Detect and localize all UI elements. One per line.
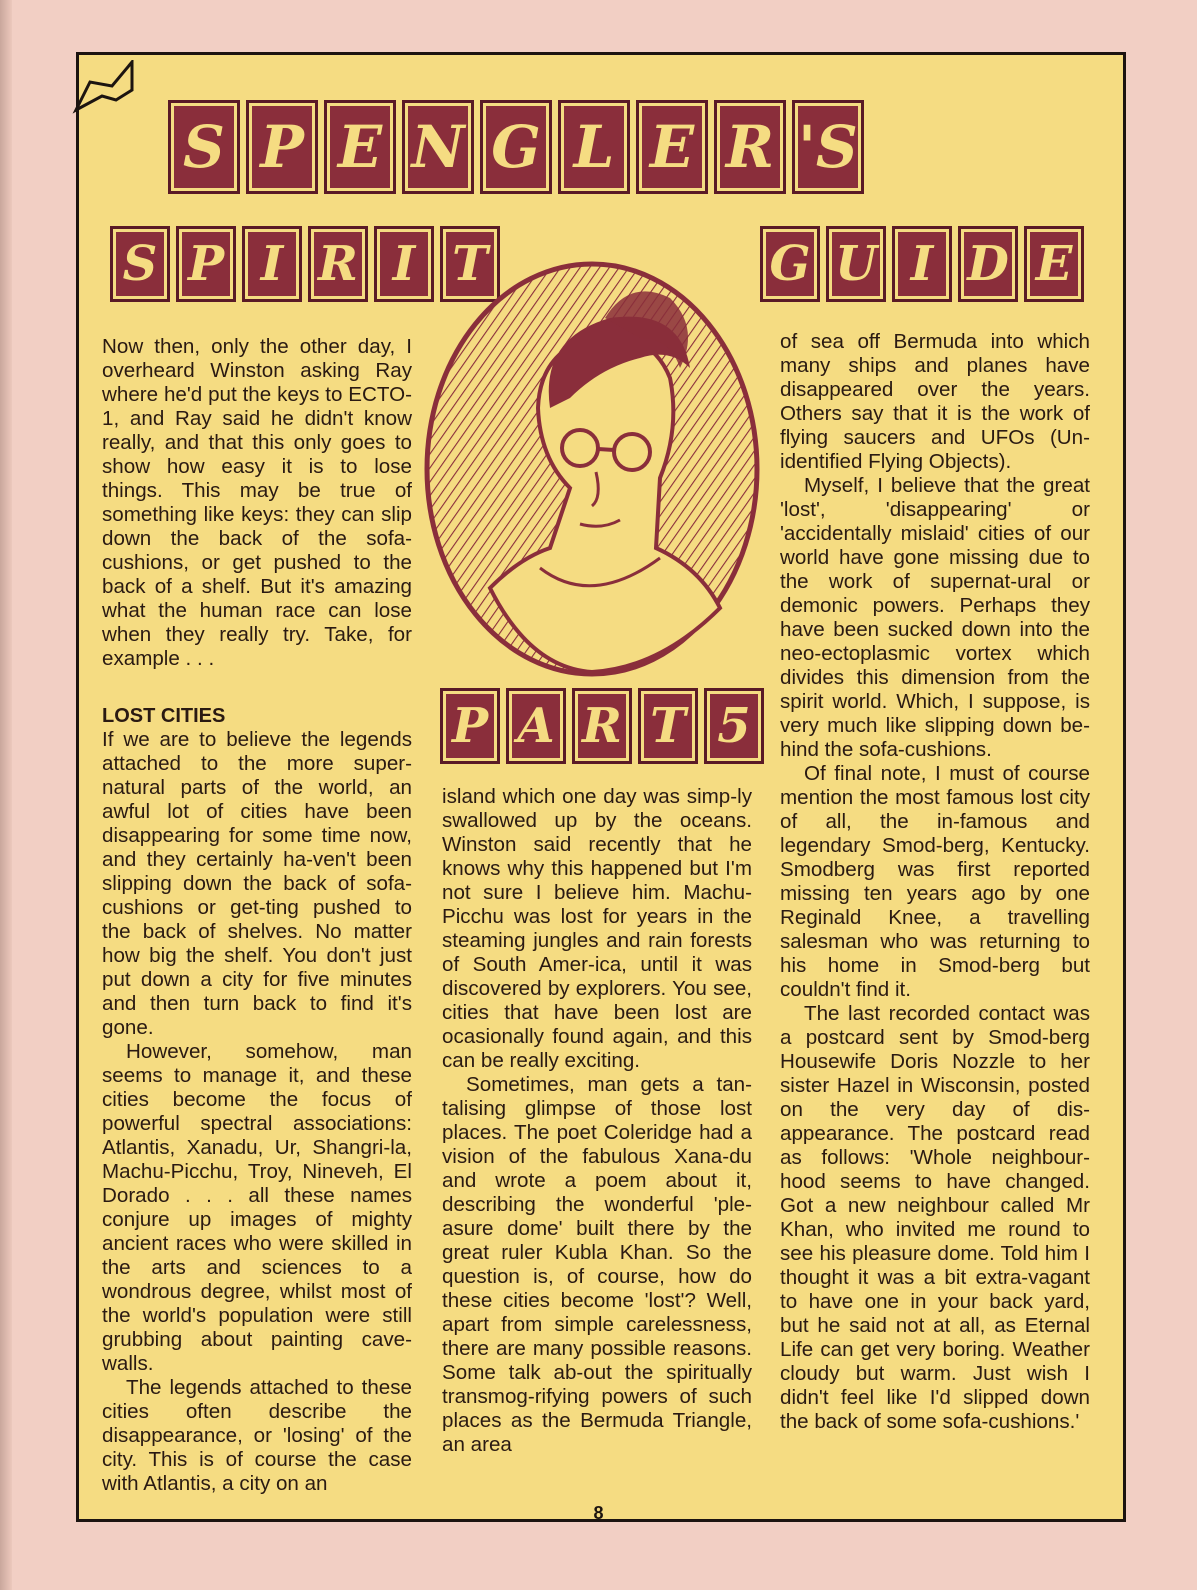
title-letter-tile: P [176,226,236,302]
title-guide [760,226,1084,302]
page-edge [0,0,12,1590]
paragraph: Sometimes, man gets a tan-talising glimpse of those lost places. The poet Coleridge had a vision of the fabulous Xana-du and wrote a poem about it, describing the wonderful 'ple-asure dome' built there by the great ruler Kubla Khan. So the question is, of course, how do these cities become 'lost'? Well, apart from simple carelessness, there are many possible reasons. Some talk ab-out the spiritually transmog-rifying powers of such places as the Bermuda Triangle, an area [442,1073,752,1456]
title-part-5 [440,688,764,764]
column-2 [442,785,752,1457]
torn-corner [72,60,136,118]
page-number: 8 [593,1503,604,1523]
title-letter-tile: N [402,100,474,194]
title-letter-tile: E [324,100,396,194]
title-letter-tile: D [958,226,1018,302]
title-letter-tile: G [760,226,820,302]
title-letter-tile: R [714,100,786,194]
title-letter-tile: G [480,100,552,194]
title-spenglers [168,100,864,194]
column-1-intro [102,335,412,671]
paragraph: However, somehow, man seems to manage it, and these cities become the focus of powerful spectral associations: Atlantis, Xanadu, Ur, Shangri-la, Machu-Picchu, Troy, Nineveh, El Dorado . . . all these names conjure up images of mighty ancient races who were skilled in the arts and sciences to a wondrous degree, whilst most of the world's population were still grubbing about painting cave-walls. [102,1040,412,1375]
paragraph: If we are to believe the legends attached to the more super-natural parts of the world, an awful lot of cities have been disappearing for some time now, and they certainly ha-ven't been slipping down the back of sofa-cushions or get-ting pushed to the back of shelves. No matter how big the shelf. You don't just put down a city for five minutes and then turn back to find it's gone. [102,728,412,1039]
column-1-body [102,690,412,1496]
section-heading-lost-cities: LOST CITIES [102,705,226,727]
title-letter-tile: E [636,100,708,194]
intro-paragraph: Now then, only the other day, I overheard Winston asking Ray where he'd put the keys to ECTO-1, and Ray said he didn't know really, and that this only goes to show how easy it is to lose things. This may be true of something like keys: they can slip down the back of the sofa-cushions, or get pushed to the back of a shelf. But it's amazing what the human race can lose when they really try. Take, for example . . . [102,335,412,670]
title-letter-tile: L [558,100,630,194]
title-letter-tile: P [246,100,318,194]
title-letter-tile: R [572,688,632,764]
paragraph: Myself, I believe that the great 'lost', 'disappearing' or 'accidentally mislaid' cities of our world have gone missing due to the work of supernat-ural or demonic powers. Perhaps they have been sucked down into the neo-ectoplasmic vortex which divides this dimension from the spirit world. Which, I suppose, is very much like slipping down be-hind the sofa-cushions. [780,474,1090,761]
title-letter-tile: T [440,226,500,302]
title-letter-tile: P [440,688,500,764]
paragraph: of sea off Bermuda into which many ships and planes have disappeared over the years. Others say that it is the work of flying saucers and UFOs (Un-identified Flying Objects). [780,330,1090,473]
title-letter-tile: E [1024,226,1084,302]
title-letter-tile: S [168,100,240,194]
title-letter-tile: A [506,688,566,764]
title-letter-tile: S [110,226,170,302]
title-letter-tile: I [892,226,952,302]
column-3 [780,330,1090,1434]
paragraph: Of final note, I must of course mention the most famous lost city of all, the in-famous and legendary Smod-berg, Kentucky. Smodberg was first reported missing ten years ago by one Reginald Knee, a travelling salesman who was returning to his home in Smod-berg but couldn't find it. [780,762,1090,1001]
title-letter-tile: 5 [704,688,764,764]
title-letter-tile: 'S [792,100,864,194]
title-letter-tile: U [826,226,886,302]
title-letter-tile: T [638,688,698,764]
paragraph: island which one day was simp-ly swallowed up by the oceans. Winston said recently that he knows why this happened but I'm not sure I believe him. Machu-Picchu was lost for years in the steaming jungles and rain forests of South Amer-ica, until it was discovered by explorers. You see, cities that have been lost are ocasionally found again, and this can be really exciting. [442,785,752,1072]
title-letter-tile: R [308,226,368,302]
title-letter-tile: I [374,226,434,302]
paragraph: The legends attached to these cities often describe the disappearance, or 'losing' of the city. This is of course the case with Atlantis, a city on an [102,1376,412,1495]
title-letter-tile: I [242,226,302,302]
spengler-portrait-illustration [420,258,765,680]
paragraph: The last recorded contact was a postcard sent by Smod-berg Housewife Doris Nozzle to her sister Hazel in Wisconsin, posted on the very day of dis-appearance. The postcard read as follows: 'Whole neighbour-hood seems to have changed. Got a new neighbour called Mr Khan, who invited me round to see his pleasure dome. Told him I thought it was a bit extra-vagant to have one in your back yard, but he said not at all, as Eternal Life can get very boring. Weather cloudy but warm. Just wish I didn't feel like I'd slipped down the back of some sofa-cushions.' [780,1002,1090,1433]
